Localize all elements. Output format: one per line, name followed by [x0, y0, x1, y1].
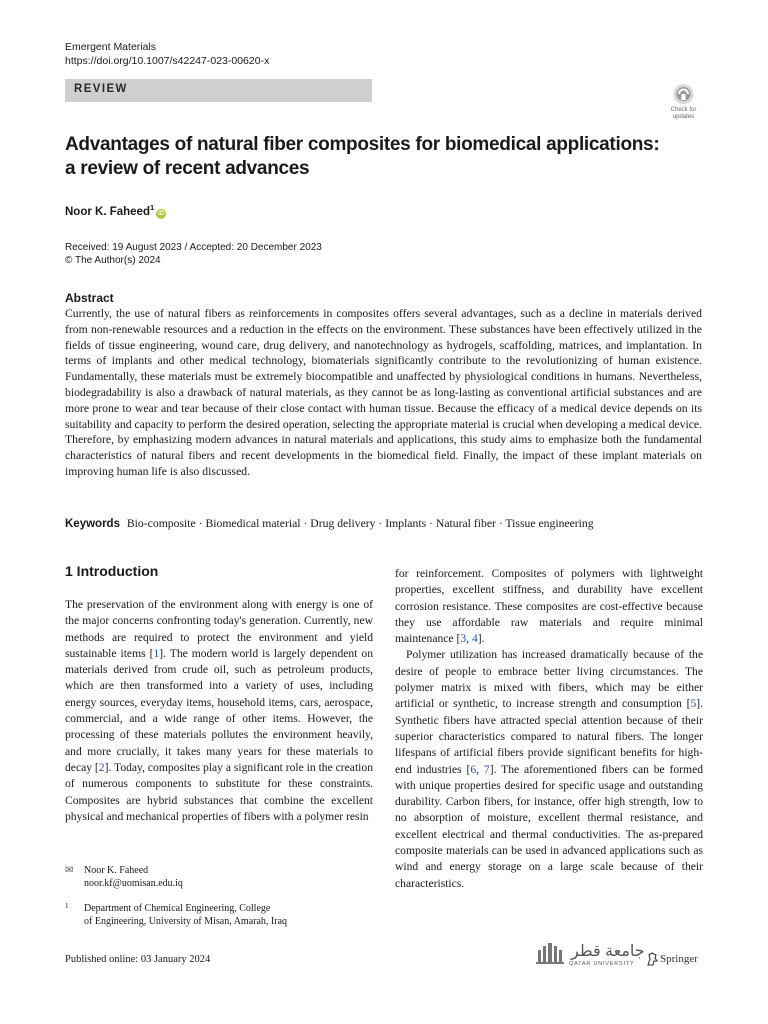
- qu-arabic-name: جامعة قطر: [571, 943, 645, 960]
- abstract-text: Currently, the use of natural fibers as reinforcements in composites offers several advantages, such as a decline in materials derived from non-renewable resources and a reduction in the effects on the environment. These substances have been effectively utilized in the fields of tissue engineering, wound care, drug delivery, and nanotechnology as hydrogels, scaffolding, matrices, and implantation. In terms of implants and other medical technology, biomaterials significantly contribute to the revolutionizing of human existence. Fundamentally, these materials must be extremely biocompatible and unaffected by physiological conditions in humans. Nevertheless, biodegradability is also a drawback of natural materials, as they cannot be as long-lasting as conventional artificial substances and are more prone to wear and tear because of their close contact with human tissue. Because the efficacy of a medical device depends on its suitability and capacity to perform the desired operation, selecting the appropriate material is crucial when developing a medical device. Therefore, by emphasizing modern advances in natural materials and applications, this study aims to emphasize both the fundamental characteristics of natural fibers and recent developments in the biomedical field. Finally, the impact of these implant materials on improving human life is also discussed.: [65, 307, 702, 478]
- springer-wordmark: Springer: [660, 953, 698, 965]
- keywords-list: Bio-composite · Biomedical material · Drug delivery · Implants · Natural fiber · Tissue engineering: [126, 517, 594, 530]
- section-banner: [65, 79, 372, 102]
- qu-emblem-icon: [535, 940, 565, 968]
- copyright: © The Author(s) 2024: [65, 255, 161, 266]
- paragraph: for reinforcement. Composites of polymers with lightweight properties, excellent stiffness, and durability have excellent corrosion resistance. These composites are cost-effective because they use affordable raw materials and require minimal maintenance [3, 4].: [395, 567, 703, 646]
- received-accepted: Received: 19 August 2023 / Accepted: 20 December 2023: [65, 242, 322, 253]
- doi-link[interactable]: https://doi.org/10.1007/s42247-023-00620-x: [65, 55, 270, 67]
- check-for-updates-badge[interactable]: [665, 83, 702, 123]
- citation-link[interactable]: 2: [98, 760, 105, 774]
- qu-english-name: QATAR UNIVERSITY: [569, 961, 635, 967]
- intro-column-left: [65, 597, 373, 825]
- author-line: [65, 203, 166, 219]
- author-affiliation-mark: 1: [149, 203, 155, 212]
- section-label: REVIEW: [74, 83, 128, 95]
- citation-link[interactable]: 5: [690, 697, 697, 711]
- qatar-university-logo: [535, 940, 645, 970]
- check-updates-icon: [665, 83, 702, 107]
- springer-logo: [646, 952, 706, 968]
- affiliation-number: 1: [65, 902, 69, 910]
- journal-name: Emergent Materials: [65, 41, 157, 53]
- citation-link[interactable]: 7: [483, 762, 490, 776]
- citation-link[interactable]: 1: [153, 646, 160, 660]
- springer-horse-icon: [646, 952, 659, 967]
- citation-link[interactable]: 3: [460, 632, 467, 646]
- title-line-2: a review of recent advances: [65, 158, 310, 179]
- keywords-line: [65, 517, 705, 531]
- check-updates-label: Check for updates: [670, 107, 697, 120]
- section-heading-introduction: 1 Introduction: [65, 563, 159, 579]
- published-online: Published online: 03 January 2024: [65, 954, 211, 965]
- contact-email[interactable]: noor.kf@uomisan.edu.iq: [84, 878, 183, 889]
- paragraph: Polymer utilization has increased dramatically because of the desire of people to embrace better living circumstances. The polymer matrix is mixed with fibers, which may be either artificial or synthetic, to increase strength and consumption [5]. Synthetic fibers have attracted special attention because of their superior characteristics compared to natural fibers. The longer lifespans of artificial fibers provide significant benefits for high-end industries [6, 7]. The aforementioned fibers can be formed with unique properties desired for specific usage and outstanding durability. Carbon fibers, for instance, offer high strength, low to no absorption of moisture, excellent thermal resistance, and excellent electrical and thermal conductivities. The as-prepared composite materials can be used in advanced applications such as wind and energy storage on a large scale because of their characteristics.: [395, 648, 704, 890]
- abstract-heading: Abstract: [65, 291, 114, 305]
- affiliation-line-2: of Engineering, University of Misan, Amarah, Iraq: [84, 916, 288, 927]
- orcid-icon[interactable]: iD: [158, 210, 165, 217]
- paragraph: The preservation of the environment along with energy is one of the major concerns confronting today's generation. Currently, new methods are required to protect the environment and yield sustainable items [1]. The modern world is largely dependent on materials derived from crude oil, such as petroleum products, which are then transformed into a variety of uses, including energy sources, everyday items, household items, cars, aerospace, commercial, and a wide range of other items. However, the processing of these materials pollutes the environment heavily, and more crucially, it takes many years for these materials to decay [2]. Today, composites play a significant role in the creation of numerous components to substitute for these constraints. Composites are hybrid substances that combine the excellent physical and mechanical properties of fibers with a polymer resin: [65, 598, 373, 823]
- citation-link[interactable]: 4: [471, 632, 478, 646]
- affiliation-line-1: Department of Chemical Engineering, College: [84, 903, 271, 914]
- journal-header: [65, 40, 269, 68]
- contact-name: Noor K. Faheed: [84, 865, 149, 876]
- article-dates: [65, 241, 322, 267]
- author-name[interactable]: Noor K. Faheed: [65, 205, 150, 218]
- keywords-label: Keywords: [65, 518, 120, 530]
- envelope-icon: ✉: [65, 865, 74, 876]
- intro-column-right: [395, 566, 703, 892]
- citation-link[interactable]: 6: [470, 762, 477, 776]
- title-line-1: Advantages of natural fiber composites for biomedical applications:: [65, 134, 660, 155]
- article-title: [65, 133, 705, 181]
